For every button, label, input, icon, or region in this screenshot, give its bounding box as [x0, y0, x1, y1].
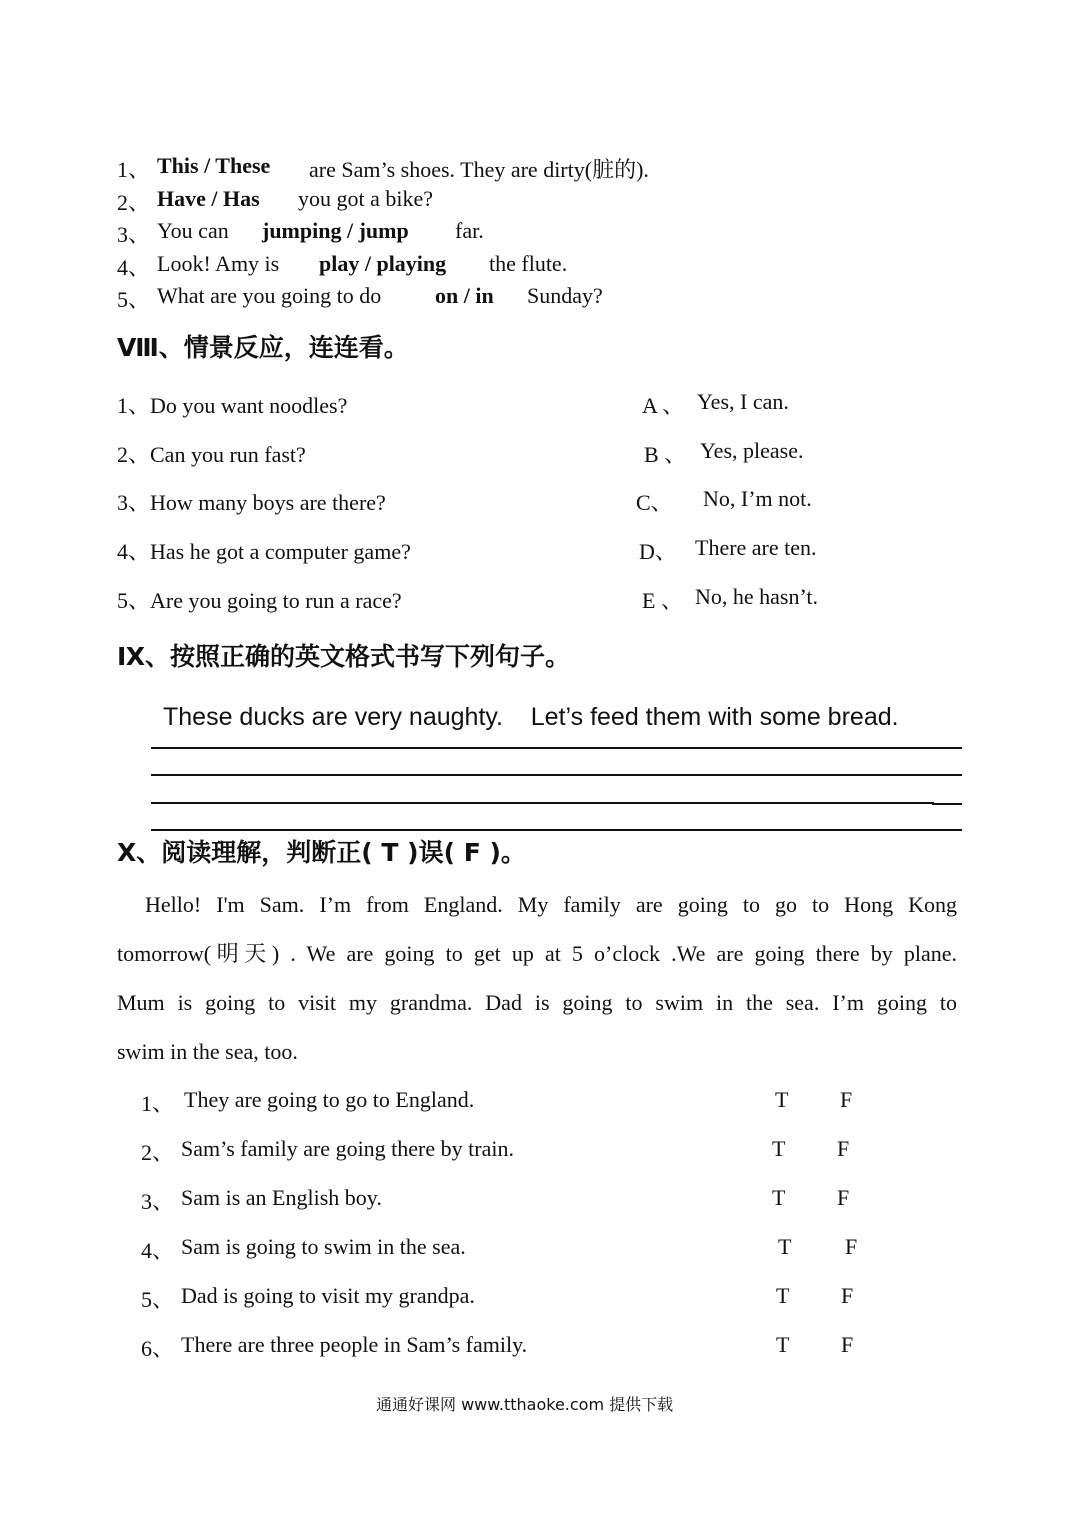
- item-number: 2、: [117, 190, 151, 215]
- true-option[interactable]: T: [776, 1332, 790, 1357]
- item-text: are Sam’s shoes. They are dirty(脏的).: [309, 157, 649, 182]
- item-text: You can: [157, 218, 229, 243]
- statement-text: Sam is going to swim in the sea.: [181, 1234, 466, 1259]
- answer-text: No, I’m not.: [703, 486, 812, 511]
- true-option[interactable]: T: [772, 1185, 786, 1210]
- match-question: 3、How many boys are there?: [117, 490, 386, 515]
- passage-line: swim in the sea, too.: [117, 1039, 298, 1064]
- choice-options: jumping / jump: [262, 218, 409, 243]
- item-number: 4、: [117, 255, 151, 280]
- item-text: you got a bike?: [298, 186, 434, 211]
- reading-passage: [117, 880, 957, 1076]
- match-question: 2、Can you run fast?: [117, 442, 306, 467]
- page-footer: 通通好课网 www.tthaoke.com 提供下载: [376, 1395, 674, 1414]
- true-option[interactable]: T: [775, 1087, 789, 1112]
- answer-text: Yes, please.: [700, 438, 804, 463]
- choice-options: on / in: [435, 283, 494, 308]
- section-heading-8: Ⅷ、情景反应，连连看。: [117, 333, 409, 362]
- answer-letter: B 、: [644, 442, 687, 467]
- false-option[interactable]: F: [837, 1136, 850, 1161]
- item-text: the flute.: [489, 251, 568, 276]
- statement-number: 3、: [141, 1189, 175, 1214]
- true-option[interactable]: T: [776, 1283, 790, 1308]
- answer-letter: D、: [639, 539, 677, 564]
- answer-text: No, he hasn’t.: [695, 584, 819, 609]
- answer-letter: A 、: [642, 393, 685, 418]
- copy-sentence: These ducks are very naughty. Let’s feed them with some bread.: [163, 703, 899, 731]
- writing-line-segment: [932, 803, 962, 805]
- statement-number: 4、: [141, 1238, 175, 1263]
- item-text: Sunday?: [527, 283, 603, 308]
- writing-line: [151, 774, 962, 776]
- statement-text: They are going to go to England.: [184, 1087, 475, 1112]
- writing-line: [151, 829, 962, 831]
- choice-options: This / These: [157, 153, 271, 178]
- item-number: 1、: [117, 157, 151, 182]
- item-text: What are you going to do: [157, 283, 382, 308]
- false-option[interactable]: F: [845, 1234, 858, 1259]
- choice-options: Have / Has: [157, 186, 260, 211]
- statement-number: 5、: [141, 1287, 175, 1312]
- match-question: 5、Are you going to run a race?: [117, 588, 402, 613]
- true-option[interactable]: T: [772, 1136, 786, 1161]
- section-heading-10: Ⅹ、阅读理解，判断正( T )误( F )。: [117, 838, 526, 867]
- writing-line: [151, 747, 962, 749]
- statement-text: There are three people in Sam’s family.: [181, 1332, 528, 1357]
- answer-text: There are ten.: [695, 535, 817, 560]
- statement-text: Dad is going to visit my grandpa.: [181, 1283, 475, 1308]
- false-option[interactable]: F: [841, 1283, 854, 1308]
- item-text: far.: [455, 218, 484, 243]
- false-option[interactable]: F: [837, 1185, 850, 1210]
- statement-number: 2、: [141, 1140, 175, 1165]
- statement-number: 1、: [141, 1091, 175, 1116]
- choice-options: play / playing: [319, 251, 447, 276]
- passage-line: Mum is going to visit my grandma. Dad is going to swim in the sea. I’m going to: [117, 990, 957, 1015]
- false-option[interactable]: F: [841, 1332, 854, 1357]
- passage-line: tomorrow(明天) . We are going to get up at 5 o’clock .We are going there by plane.: [117, 941, 957, 966]
- passage-line: Hello! I'm Sam. I’m from England. My family are going to go to Hong Kong: [145, 892, 957, 917]
- writing-line: [151, 802, 934, 804]
- statement-number: 6、: [141, 1336, 175, 1361]
- statement-text: Sam is an English boy.: [181, 1185, 382, 1210]
- item-text: Look! Amy is: [157, 251, 280, 276]
- answer-text: Yes, I can.: [697, 389, 789, 414]
- true-option[interactable]: T: [778, 1234, 792, 1259]
- match-question: 4、Has he got a computer game?: [117, 539, 411, 564]
- match-question: 1、Do you want noodles?: [117, 393, 348, 418]
- item-number: 5、: [117, 287, 151, 312]
- false-option[interactable]: F: [840, 1087, 853, 1112]
- answer-letter: E 、: [642, 588, 683, 613]
- section-heading-9: Ⅸ、按照正确的英文格式书写下列句子。: [117, 642, 571, 671]
- item-number: 3、: [117, 222, 151, 247]
- statement-text: Sam’s family are going there by train.: [181, 1136, 514, 1161]
- answer-letter: C、: [636, 490, 673, 515]
